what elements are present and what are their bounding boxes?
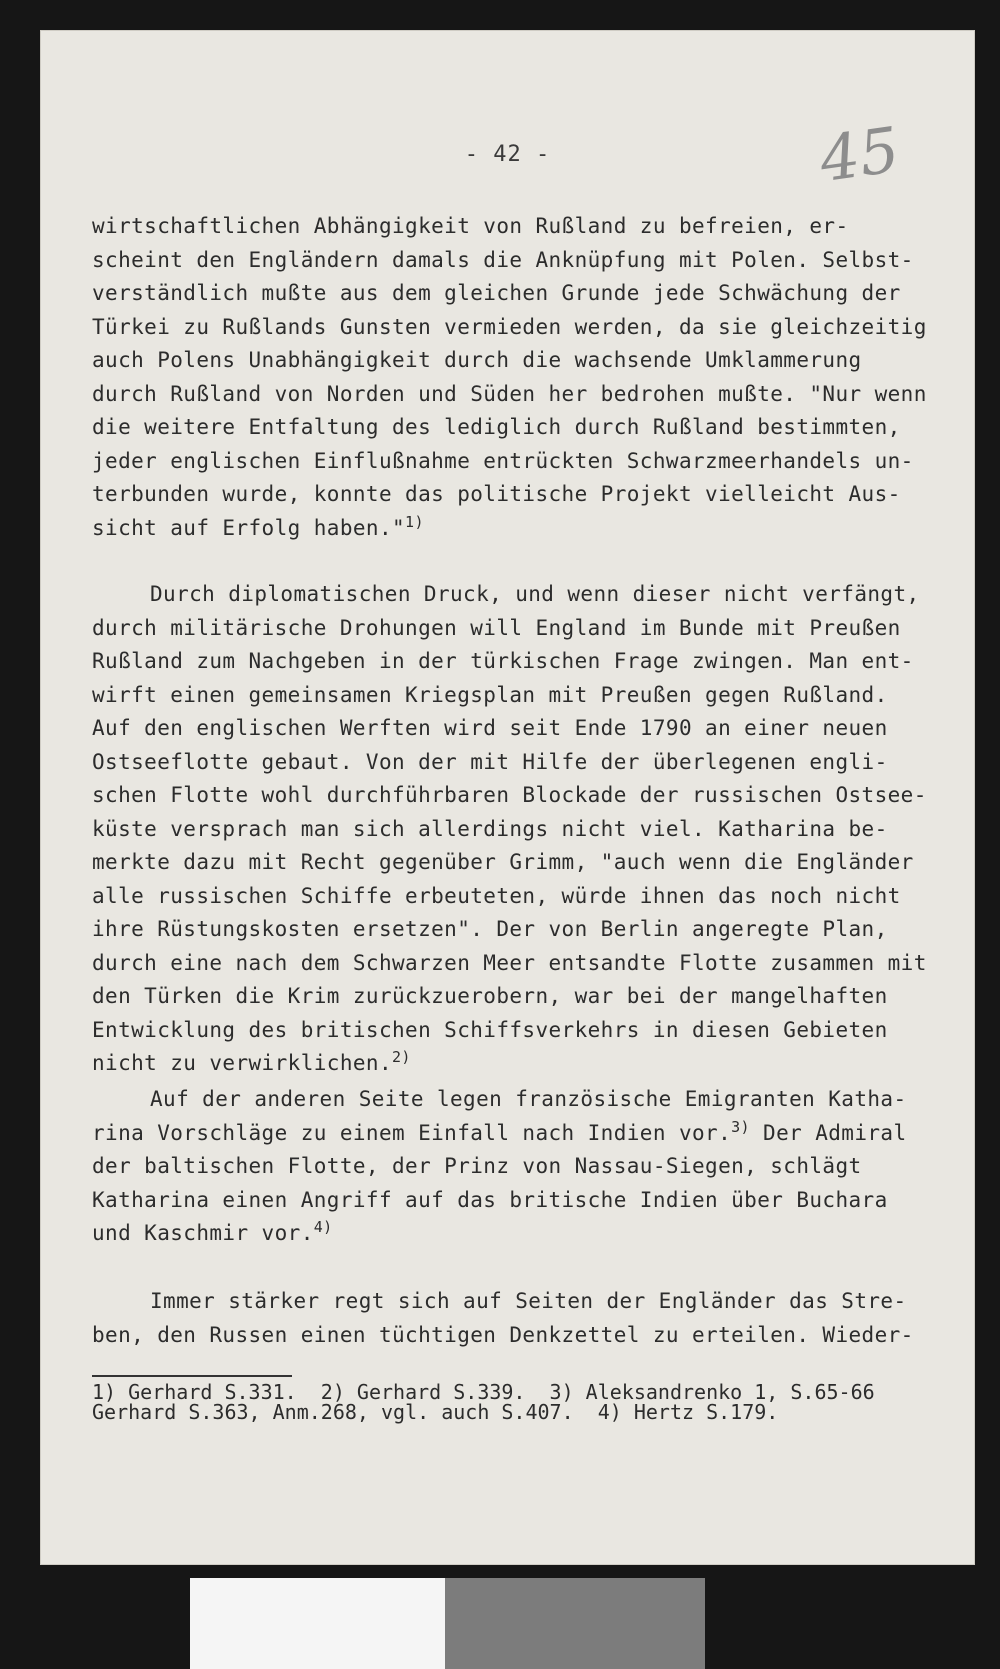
paragraph-3 <box>92 1083 972 1251</box>
footnote-ref: 4) <box>313 1218 333 1236</box>
footnotes <box>92 1382 972 1422</box>
text-line <box>92 1047 972 1081</box>
text-line: wirtschaftlichen Abhängigkeit von Rußland zu befreien, er- <box>92 214 849 238</box>
text-line: durch eine nach dem Schwarzen Meer entsandte Flotte zusammen mit <box>92 950 927 975</box>
paragraph-1 <box>92 210 972 545</box>
text-line: Türkei zu Rußlands Gunsten vermieden werden, da sie gleichzeitig <box>92 314 927 339</box>
text-line: die weitere Entfaltung des lediglich durch Rußland bestimmten, <box>92 415 901 439</box>
text-line: terbunden wurde, konnte das politische Projekt vielleicht Aus- <box>92 482 901 506</box>
footnote-line: 1) Gerhard S.331. 2) Gerhard S.339. 3) Aleksandrenko 1, S.65-66 <box>92 1380 875 1404</box>
text-line: wirft einen gemeinsamen Kriegsplan mit Preußen gegen Rußland. <box>92 682 888 707</box>
text-line: Rußland zum Nachgeben in der türkischen Frage zwingen. Man ent- <box>92 649 914 673</box>
page-number: - 42 - <box>464 142 551 167</box>
text-fragment: rina Vorschläge zu einem Einfall nach Indien vor. <box>92 1120 732 1145</box>
text-line <box>92 1217 972 1251</box>
text-line: den Türken die Krim zurückzuerobern, war bei der mangelhaften <box>92 984 888 1008</box>
text-fragment: Der Admiral <box>750 1120 907 1145</box>
paragraph-2 <box>92 578 972 1081</box>
text-line: schen Flotte wohl durchführbaren Blockade der russischen Ostsee- <box>92 783 927 807</box>
text-line <box>92 512 972 546</box>
text-line: durch Rußland von Norden und Süden her bedrohen mußte. "Nur wenn <box>92 381 927 406</box>
text-line: Katharina einen Angriff auf das britische Indien über Buchara <box>92 1187 888 1212</box>
document-page <box>40 30 975 1565</box>
calibration-gray-patch <box>445 1578 705 1669</box>
text-line: ben, den Russen einen tüchtigen Denkzettel zu erteilen. Wieder- <box>92 1322 914 1347</box>
text-fragment: sicht auf Erfolg haben." <box>92 515 406 540</box>
text-line: jeder englischen Einflußnahme entrückten Schwarzmeerhandels un- <box>92 448 914 473</box>
text-line: Auf den englischen Werften wird seit Ende 1790 an einer neuen <box>92 716 888 740</box>
text-line <box>92 1117 972 1151</box>
text-line: auch Polens Unabhängigkeit durch die wachsende Umklammerung <box>92 348 862 372</box>
text-line: Immer stärker regt sich auf Seiten der Engländer das Stre- <box>150 1289 907 1313</box>
scan-border-dark <box>0 1578 190 1669</box>
text-fragment: und Kaschmir vor. <box>92 1221 314 1245</box>
text-line: ihre Rüstungskosten ersetzen". Der von Berlin angeregte Plan, <box>92 917 888 941</box>
text-line: küste versprach man sich allerdings nicht viel. Katharina be- <box>92 816 888 841</box>
footnote-line: Gerhard S.363, Anm.268, vgl. auch S.407. 4) Hertz S.179. <box>92 1400 779 1424</box>
text-line: der baltischen Flotte, der Prinz von Nassau-Siegen, schlägt <box>92 1154 862 1178</box>
text-line: alle russischen Schiffe erbeuteten, würde ihnen das noch nicht <box>92 883 901 908</box>
text-line: verständlich mußte aus dem gleichen Grunde jede Schwächung der <box>92 281 901 305</box>
calibration-white-patch <box>190 1578 445 1669</box>
text-line: Durch diplomatischen Druck, und wenn dieser nicht verfängt, <box>150 582 920 606</box>
text-line: merkte dazu mit Recht gegenüber Grimm, "auch wenn die Engländer <box>92 850 914 874</box>
footnote-ref: 1) <box>405 512 424 531</box>
handwritten-page-mark: 45 <box>815 112 904 197</box>
scan-border-dark <box>705 1578 1000 1669</box>
paragraph-4 <box>92 1285 972 1352</box>
footnote-ref: 2) <box>392 1048 411 1066</box>
text-line: durch militärische Drohungen will England im Bunde mit Preußen <box>92 615 901 640</box>
text-line: Auf der anderen Seite legen französische Emigranten Katha- <box>150 1087 907 1111</box>
text-line: Entwicklung des britischen Schiffsverkehrs in diesen Gebieten <box>92 1017 888 1042</box>
text-fragment: nicht zu verwirklichen. <box>92 1051 392 1075</box>
footnote-divider <box>92 1375 292 1377</box>
footnote-ref: 3) <box>731 1117 750 1136</box>
text-line: Ostseeflotte gebaut. Von der mit Hilfe der überlegenen engli- <box>92 749 888 774</box>
text-line: scheint den Engländern damals die Anknüpfung mit Polen. Selbst- <box>92 247 914 272</box>
